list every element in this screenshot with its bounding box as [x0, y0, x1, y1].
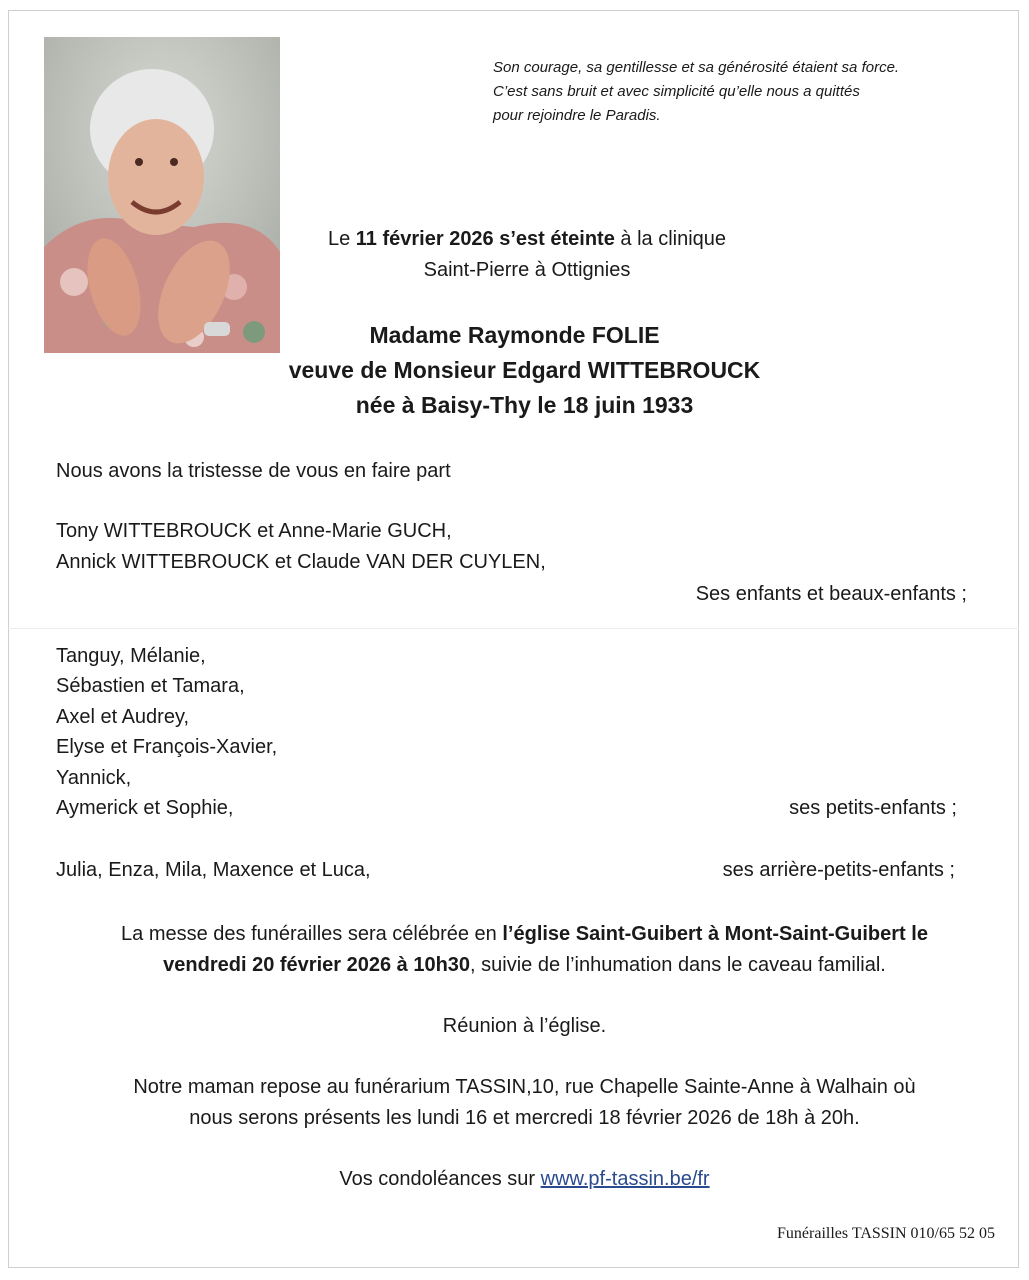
- children-line: Tony WITTEBROUCK et Anne-Marie GUCH,: [56, 520, 452, 542]
- grandchildren-line: Yannick,: [56, 767, 132, 789]
- card-fold-line: [8, 628, 1019, 629]
- birth-info: née à Baisy-Thy le 18 juin 1933: [355, 392, 694, 418]
- death-place: Saint-Pierre à Ottignies: [423, 259, 631, 281]
- grandchildren-line: Axel et Audrey,: [56, 706, 190, 728]
- funeral-pre: La messe des funérailles sera célébrée en: [121, 923, 503, 945]
- quote-line: Son courage, sa gentillesse et sa générosité étaient sa force.: [493, 59, 900, 76]
- quote-line: pour rejoindre le Paradis.: [493, 107, 661, 124]
- portrait-photo: [44, 37, 280, 353]
- funeral-church: l’église Saint-Guibert à Mont-Saint-Guibert le: [502, 923, 928, 945]
- death-date: 11 février 2026 s’est éteinte: [355, 228, 615, 250]
- funeral-post: , suivie de l’inhumation dans le caveau familial.: [470, 954, 886, 976]
- great-grandchildren-line: Julia, Enza, Mila, Maxence et Luca,: [56, 859, 371, 881]
- children-label: Ses enfants et beaux-enfants ;: [695, 583, 967, 605]
- condolences-line: [0, 1164, 1029, 1195]
- children-line: Annick WITTEBROUCK et Claude VAN DER CUYLEN,: [56, 551, 546, 573]
- epitaph-quote: [493, 56, 993, 128]
- great-grandchildren-label: ses arrière-petits-enfants ;: [722, 859, 955, 881]
- funeral-datetime: vendredi 20 février 2026 à 10h30: [163, 954, 471, 976]
- visitation-line: nous serons présents les lundi 16 et mercredi 18 février 2026 de 18h à 20h.: [189, 1107, 860, 1129]
- quote-line: C’est sans bruit et avec simplicité qu’elle nous a quittés: [493, 83, 860, 100]
- grandchildren-line: Sébastien et Tamara,: [56, 675, 245, 697]
- funeral-line-1: [0, 919, 1029, 950]
- funeral-line-2: [0, 950, 1029, 981]
- condolences-text: Vos condoléances sur: [339, 1168, 541, 1190]
- reunion-note: Réunion à l’église.: [442, 1015, 607, 1037]
- visitation-line: Notre maman repose au funérarium TASSIN,10, rue Chapelle Sainte-Anne à Walhain où: [133, 1076, 916, 1098]
- grandchildren-line: Tanguy, Mélanie,: [56, 645, 206, 667]
- death-pre: Le: [327, 228, 356, 250]
- grandchildren-label: ses petits-enfants ;: [789, 797, 957, 819]
- death-notice: [280, 224, 774, 255]
- condolences-link[interactable]: www.pf-tassin.be/fr: [540, 1168, 710, 1190]
- death-post: à la clinique: [614, 228, 727, 250]
- deceased-name: Madame Raymonde FOLIE: [369, 322, 660, 348]
- announcement-intro: Nous avons la tristesse de vous en faire part: [56, 460, 451, 482]
- portrait-illustration: [44, 37, 280, 353]
- widow-of: veuve de Monsieur Edgard WITTEBROUCK: [288, 357, 761, 383]
- grandchildren-line: Elyse et François-Xavier,: [56, 736, 278, 758]
- grandchildren-line: Aymerick et Sophie,: [56, 797, 234, 819]
- funeral-home-footer: Funérailles TASSIN 010/65 52 05: [777, 1225, 995, 1242]
